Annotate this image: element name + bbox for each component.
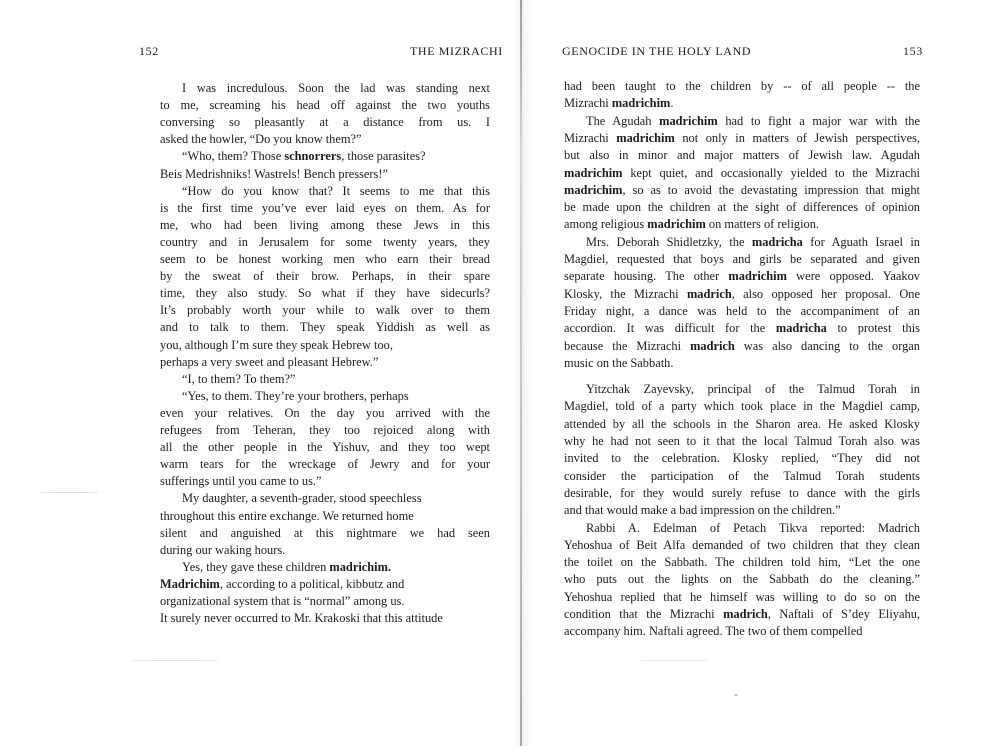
text-run: because the Mizrachi xyxy=(564,338,691,353)
text-line xyxy=(160,200,490,217)
bold-term: madricha xyxy=(775,321,827,336)
text-run: Yehoshua replied that he himself was willing to do so on the xyxy=(564,589,920,604)
text-run: is the first time you’ve ever laid eyes on them. As for xyxy=(160,200,490,215)
gutter-shadow xyxy=(512,0,534,746)
text-line xyxy=(160,285,490,302)
text-line xyxy=(182,148,426,165)
text-run: who puts out the lights on the Sabbath do the cleaning.” xyxy=(564,572,920,587)
text-run: by the sweat of their brow. Perhaps, in their spare xyxy=(160,269,490,284)
text-run: Magdiel, requested that boys and girls be separated and given xyxy=(564,252,920,266)
text-line xyxy=(564,398,920,415)
text-line xyxy=(564,78,920,95)
scan-artifact xyxy=(734,694,738,696)
text-run: even your relatives. On the day you arrived with the xyxy=(160,405,490,420)
text-line xyxy=(564,268,920,285)
text-run: Yes, they gave these children xyxy=(182,559,330,574)
text-run: “I, to them? To them?” xyxy=(182,371,296,386)
text-run: separate housing. The other xyxy=(564,269,729,284)
text-run: during our waking hours. xyxy=(160,542,286,557)
text-run: “Who, them? Those xyxy=(182,149,285,164)
text-run: time, they also study. So what if they have sidecurls? xyxy=(160,286,490,301)
text-run: warm tears for the wreckage of Jewry and for your xyxy=(160,457,490,472)
text-run: me, who had been living among these Jews in this xyxy=(160,217,490,232)
text-run: were opposed. Yaakov xyxy=(786,269,920,284)
text-run: for Aguath Israel in xyxy=(802,234,920,249)
text-line xyxy=(182,80,490,97)
left-page-body xyxy=(160,80,490,627)
text-line xyxy=(564,216,819,233)
text-line xyxy=(564,165,920,182)
text-run: Mizrachi xyxy=(564,130,617,145)
book-gutter xyxy=(520,0,522,746)
text-line xyxy=(182,490,422,507)
text-line xyxy=(564,182,920,199)
text-run: not only in matters of Jewish perspectives, xyxy=(674,130,920,145)
text-run: had been taught to the children by -- of all people -- the xyxy=(564,79,920,93)
text-run: asked the howler, “Do you know them?” xyxy=(160,132,362,147)
text-run: , those parasites? xyxy=(341,149,426,164)
text-line xyxy=(160,251,490,268)
text-line xyxy=(160,439,490,456)
text-run: music on the Sabbath. xyxy=(564,355,674,370)
text-line xyxy=(564,589,920,606)
right-page-body xyxy=(564,78,920,641)
text-line xyxy=(564,502,841,519)
bold-term: madrichim xyxy=(616,130,675,145)
text-line xyxy=(182,371,295,388)
text-line xyxy=(160,542,285,559)
text-run: The Agudah xyxy=(586,113,660,128)
bold-term: madrichim xyxy=(564,182,623,197)
text-line xyxy=(160,593,404,610)
text-run: Mrs. Deborah Shidletzky, the xyxy=(586,234,752,249)
text-line xyxy=(564,416,920,433)
text-run: seem to be honest working men who earn their bread xyxy=(160,252,490,266)
text-run: Klosky, the Mizrachi xyxy=(564,286,687,301)
text-line xyxy=(564,251,920,268)
text-line xyxy=(564,571,920,588)
text-line xyxy=(160,405,490,422)
text-run: all the other people in the Yishuv, and they too wept xyxy=(160,440,490,455)
text-line xyxy=(564,450,920,467)
text-run: attended by all the schools in the Sharon area. He asked Klosky xyxy=(564,416,920,431)
text-run: had to fight a major war with the xyxy=(717,113,920,128)
text-line xyxy=(564,606,920,623)
text-run: Yitzchak Zayevsky, principal of the Talmud Torah in xyxy=(586,382,920,397)
text-run: and that would make a bad impression on the children.” xyxy=(564,503,841,518)
text-run: why he had not seen to it that the local Talmud Torah also was xyxy=(564,434,920,448)
text-line xyxy=(564,485,920,502)
text-line xyxy=(564,554,920,571)
text-line xyxy=(160,114,490,131)
text-run: on matters of religion. xyxy=(705,217,820,232)
text-line xyxy=(160,576,404,593)
text-run: but also in minor and major matters of Jewish law. Agudah xyxy=(564,148,920,163)
text-run: the toilet on the Sabbath. The children told him, “Let the one xyxy=(564,555,920,570)
text-line xyxy=(564,130,920,147)
text-line xyxy=(182,559,391,576)
bold-term: madrichim xyxy=(611,96,671,111)
text-run: silent and anguished at this nightmare we had seen xyxy=(160,525,490,540)
text-line xyxy=(586,113,920,130)
text-line xyxy=(586,234,920,251)
text-run: , so as to avoid the devastating impression that might xyxy=(622,182,920,197)
text-line xyxy=(160,337,393,354)
text-run: sufferings until you came to us.” xyxy=(160,474,322,489)
text-line xyxy=(564,355,673,372)
text-line xyxy=(160,508,414,525)
bold-term: madrichim xyxy=(647,217,706,232)
text-run: Beis Medrishniks! Wastrels! Bench pressers!” xyxy=(160,166,388,181)
bold-term: madrichim xyxy=(728,269,787,284)
bold-term: Madrichim xyxy=(160,576,220,591)
text-run: organizational system that is “normal” among us. xyxy=(160,594,405,608)
text-run: I was incredulous. Soon the lad was standing next xyxy=(182,81,490,95)
text-run: It’s probably worth your while to walk over to them xyxy=(160,303,490,318)
text-line xyxy=(564,286,920,303)
text-run: accompany him. Naftali agreed. The two of them compelled xyxy=(564,624,863,639)
bold-term: madrichim xyxy=(564,165,623,180)
text-run: Friday night, a dance was held to the accompaniment of an xyxy=(564,303,920,318)
text-line xyxy=(564,199,920,216)
text-run: Yehoshua of Beit Alfa demanded of two children that they clean xyxy=(564,537,920,552)
text-line xyxy=(160,131,361,148)
text-run: kept quiet, and occasionally yielded to the Mizrachi xyxy=(622,165,920,180)
text-line xyxy=(160,610,443,627)
text-line xyxy=(160,422,490,439)
text-run: country and in Jerusalem for some twenty years, they xyxy=(160,234,490,249)
text-line xyxy=(564,468,920,485)
text-run: My daughter, a seventh-grader, stood speechless xyxy=(182,491,422,506)
right-page-number: 153 xyxy=(903,44,923,58)
text-run: . xyxy=(670,96,674,111)
text-line xyxy=(564,433,920,450)
text-run: and to talk to them. They speak Yiddish as well as xyxy=(160,320,490,335)
text-run: “How do you know that? It seems to me that this xyxy=(182,183,490,198)
text-run: It surely never occurred to Mr. Krakoski that this attitude xyxy=(160,611,443,626)
text-run: accordion. It was difficult for the xyxy=(564,321,776,336)
text-line xyxy=(160,97,490,114)
text-run: conversing so pleasantly at a distance from us. I xyxy=(160,115,490,130)
text-line xyxy=(564,303,920,320)
bold-term: madrichim xyxy=(659,113,718,128)
text-line xyxy=(586,520,920,537)
text-line xyxy=(160,268,490,285)
text-run: you, although I’m sure they speak Hebrew too, xyxy=(160,337,393,352)
text-run: condition that the Mizrachi xyxy=(564,607,724,621)
text-run: , Naftali of S’dey Eliyahu, xyxy=(767,607,920,621)
bold-term: schnorrers xyxy=(284,149,342,164)
text-line xyxy=(160,217,490,234)
text-run: among religious xyxy=(564,217,648,232)
text-run: Magdiel, told of a party which took place in the Magdiel camp, xyxy=(564,399,920,414)
text-line xyxy=(586,381,920,398)
text-run: was also dancing to the organ xyxy=(734,338,920,353)
bold-term: madricha xyxy=(751,234,803,249)
text-line xyxy=(160,456,490,473)
scan-artifact xyxy=(40,492,100,493)
text-line xyxy=(564,147,920,164)
right-running-head: GENOCIDE IN THE HOLY LAND xyxy=(562,44,752,58)
text-run: consider the participation of the Talmud Torah students xyxy=(564,468,920,483)
bold-term: madrich xyxy=(686,286,732,301)
text-run: be made upon the children at the sight of differences of opinion xyxy=(564,200,920,215)
text-run: “Yes, to them. They’re your brothers, perhaps xyxy=(182,388,409,403)
text-run: refugees from Teheran, they too rejoiced along with xyxy=(160,423,490,437)
text-line xyxy=(182,183,490,200)
text-line xyxy=(564,320,920,337)
text-line xyxy=(160,234,490,251)
bold-term: madrich xyxy=(723,607,768,621)
text-run: , according to a political, kibbutz and xyxy=(219,576,405,591)
text-line xyxy=(160,525,490,542)
scan-artifact xyxy=(130,660,220,661)
bold-term: madrich xyxy=(690,338,735,353)
text-line xyxy=(160,473,322,490)
left-running-head: THE MIZRACHI xyxy=(410,44,503,58)
text-line xyxy=(564,338,920,355)
text-line xyxy=(564,95,673,112)
text-run: desirable, for they would surely refuse to dance with the girls xyxy=(564,485,920,500)
text-run: throughout this entire exchange. We returned home xyxy=(160,508,414,523)
text-line xyxy=(564,537,920,554)
text-line xyxy=(160,166,388,183)
left-page-number: 152 xyxy=(139,44,159,58)
scan-artifact xyxy=(640,660,710,661)
text-run: invited to the celebration. Klosky replied, “They did not xyxy=(564,451,920,466)
text-line xyxy=(182,388,409,405)
text-line xyxy=(564,623,862,640)
text-line xyxy=(160,319,490,336)
text-run: Mizrachi xyxy=(564,96,612,111)
text-run: to me, screaming his head off against the two youths xyxy=(160,98,490,113)
text-run: perhaps a very sweet and pleasant Hebrew.” xyxy=(160,354,379,369)
text-run: to protest this xyxy=(826,321,920,336)
text-line xyxy=(160,302,490,319)
bold-term: madrichim. xyxy=(329,559,392,574)
text-run: Rabbi A. Edelman of Petach Tikva reported: Madrich xyxy=(586,520,920,535)
text-line xyxy=(160,354,378,371)
text-run: , also opposed her proposal. One xyxy=(731,286,920,301)
